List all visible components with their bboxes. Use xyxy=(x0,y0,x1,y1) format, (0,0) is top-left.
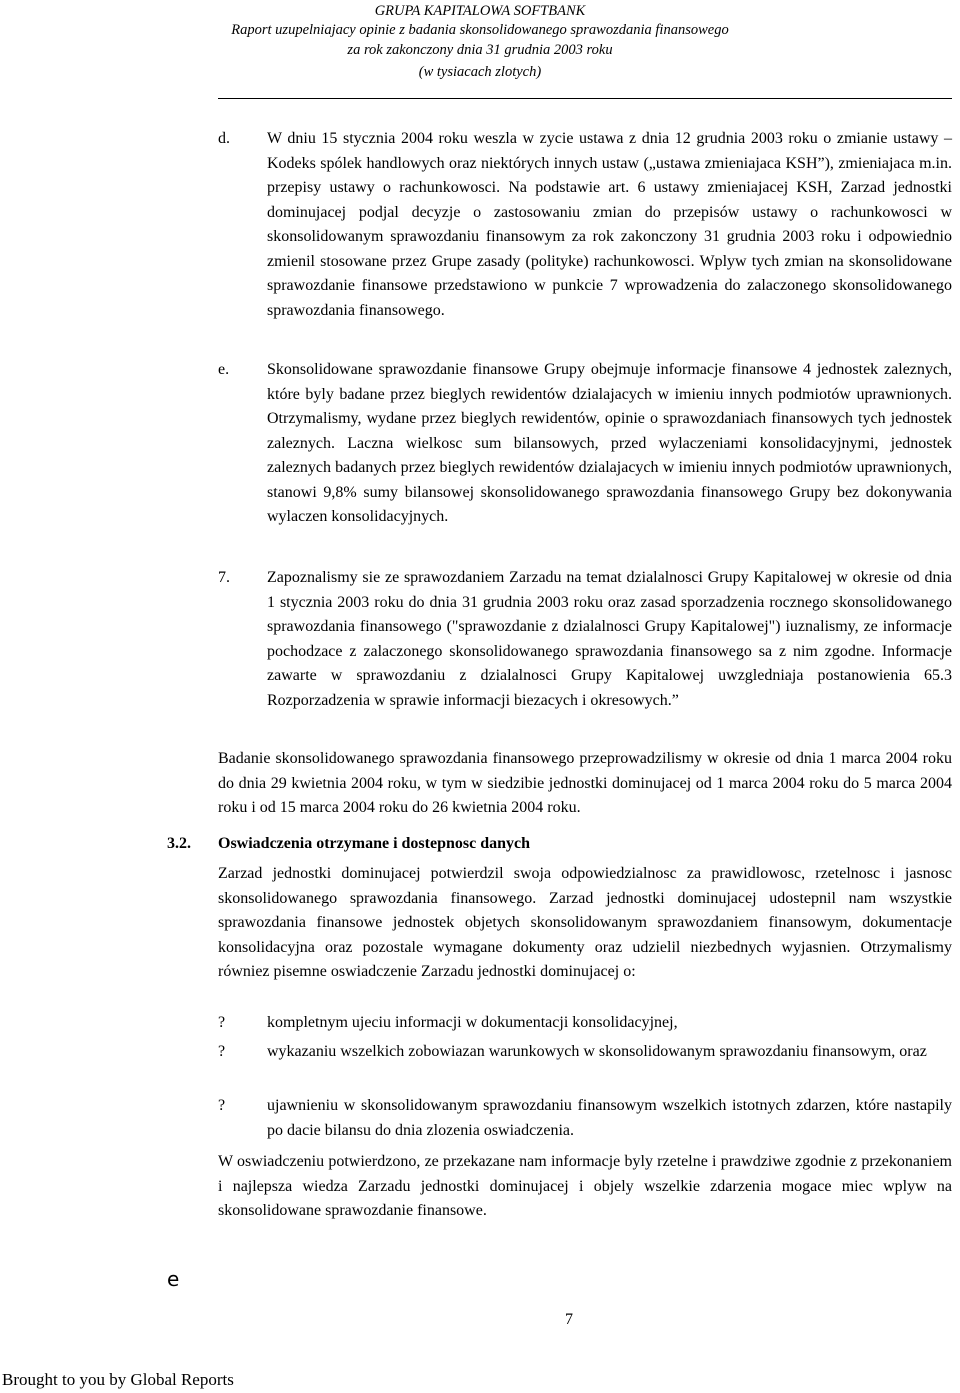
bullet-1-text: kompletnym ujeciu informacji w dokumentacji konsolidacyjnej, xyxy=(267,1014,678,1031)
bullet-3-mark: ? xyxy=(218,1097,226,1114)
item-e-text: Skonsolidowane sprawozdanie finansowe Grupy obejmuje informacje finansowe 4 jednostek zaleznych, które byly badane przez bieglych rewidentów dzialajacych w imieniu innych podmiotów uprawnionych. Otrzymalismy, wydane przez bieglych rewidentów, opinie o sprawozdaniach finansowych tych jednostek zaleznych. Laczna wielkosc sum bilansowych, przed wylaczeniami konsolidacyjnymi, jednostek zaleznych badanych przez bieglych rewidentów dzialajacych w imieniu innych podmiotów uprawnionych, stanowi 9,8% sumy bilansowej skonsolidowanego sprawozdania finansowego Grupy bez dokonywania wylaczen konsolidacyjnych. xyxy=(267,361,952,525)
item-d-text: W dniu 15 stycznia 2004 roku weszla w zycie ustawa z dnia 12 grudnia 2003 roku o zmianie ustawy – Kodeks spólek handlowych oraz niektórych innych ustaw („ustawa zmieniajaca KSH”), zmieniajaca m.in. przepisy ustawy o rachunkowosci. Na podstawie art. 6 ustawy zmieniajacej KSH, Zarzad jednostki dominujacej podjal decyzje o zastosowaniu zmian do przepisów ustawy o rachunkowosci w skonsolidowanym sprawozdaniu finansowym za rok zakonczony 31 grudnia 2003 roku i odpowiednio zmienil stosowane przez Grupe zasady (polityke) rachunkowosci. Wplyw tych zmian na skonsolidowane sprawozdanie finansowe przedstawiono w punkcie 7 wprowadzenia do zalaczonego skonsolidowanego sprawozdania finansowego. xyxy=(267,130,952,319)
header-units: (w tysiacach zlotych) xyxy=(418,64,542,80)
point-7-label: 7. xyxy=(218,569,230,586)
closing-paragraph: W oswiadczeniu potwierdzono, ze przekazane nam informacje byly rzetelne i prawdziwe zgodnie z przekonaniem i najlepsza wiedza Zarzadu jednostki dominujacej i objely wszelkie zdarzenia mogace miec wplyw na skonsolidowane sprawozdanie finansowe. xyxy=(218,1153,952,1219)
header-divider xyxy=(218,98,952,99)
section-title: Oswiadczenia otrzymane i dostepnosc danych xyxy=(218,835,530,852)
brought-to-you-by: Brought to you by Global Reports xyxy=(2,1370,234,1389)
header-report-title: Raport uzupelniajacy opinie z badania skonsolidowanego sprawozdania finansowego xyxy=(231,22,729,38)
bullet-3-text: ujawnieniu w skonsolidowanym sprawozdaniu finansowym wszelkich istotnych zdarzen, które nastapily po dacie bilansu do dnia zlozenia oswiadczenia. xyxy=(267,1097,952,1139)
page-number: 7 xyxy=(565,1311,573,1328)
bullet-2-mark: ? xyxy=(218,1043,226,1060)
section-number: 3.2. xyxy=(167,835,191,852)
footer-mark: e xyxy=(167,1267,180,1291)
item-d-label: d. xyxy=(218,130,230,147)
header-company: GRUPA KAPITALOWA SOFTBANK xyxy=(374,3,586,19)
bullet-2-text: wykazaniu wszelkich zobowiazan warunkowych w skonsolidowanym sprawozdaniu finansowym, oraz xyxy=(267,1043,927,1060)
bullet-1-mark: ? xyxy=(218,1014,226,1031)
point-7-text: Zapoznalismy sie ze sprawozdaniem Zarzadu na temat dzialalnosci Grupy Kapitalowej w okresie od dnia 1 stycznia 2003 roku do dnia 31 grudnia 2003 roku oraz zasad sporzadzenia rocznego skonsolidowanego sprawozdania finansowego ("sprawozdanie z dzialalnosci Grupy Kapitalowej") iuznalismy, ze informacje pochodzace z zalaczonego skonsolidowanego sprawozdania finansowego sa z nim zgodne. Informacje zawarte w sprawozdaniu z dzialalnosci Grupy Kapitalowej uwzgledniaja postanowienia 65.3 Rozporzadzenia w sprawie informacji biezacych i okresowych.” xyxy=(267,569,952,709)
item-e-label: e. xyxy=(218,361,230,378)
header-period: za rok zakonczony dnia 31 grudnia 2003 roku xyxy=(347,42,613,58)
audit-period-paragraph: Badanie skonsolidowanego sprawozdania finansowego przeprowadzilismy w okresie od dnia 1 marca 2004 roku do dnia 29 kwietnia 2004 roku, w tym w siedzibie jednostki dominujacej od 1 marca 2004 roku do 5 marca 2004 roku i od 15 marca 2004 roku do 26 kwietnia 2004 roku. xyxy=(218,750,952,816)
management-paragraph: Zarzad jednostki dominujacej potwierdzil swoja odpowiedzialnosc za prawidlowosc, rzetelnosc i jasnosc skonsolidowanego sprawozdania finansowego. Zarzad jednostki dominujacej udostepnil nam wszystkie sprawozdania finansowe jednostek objetych skonsolidowanym sprawozdaniem finansowym, dokumentacje konsolidacyjna oraz pozostale wymagane dokumenty oraz udzielil niezbednych wyjasnien. Otrzymalismy równiez pisemne oswiadczenie Zarzadu jednostki dominujacej o: xyxy=(218,865,952,980)
